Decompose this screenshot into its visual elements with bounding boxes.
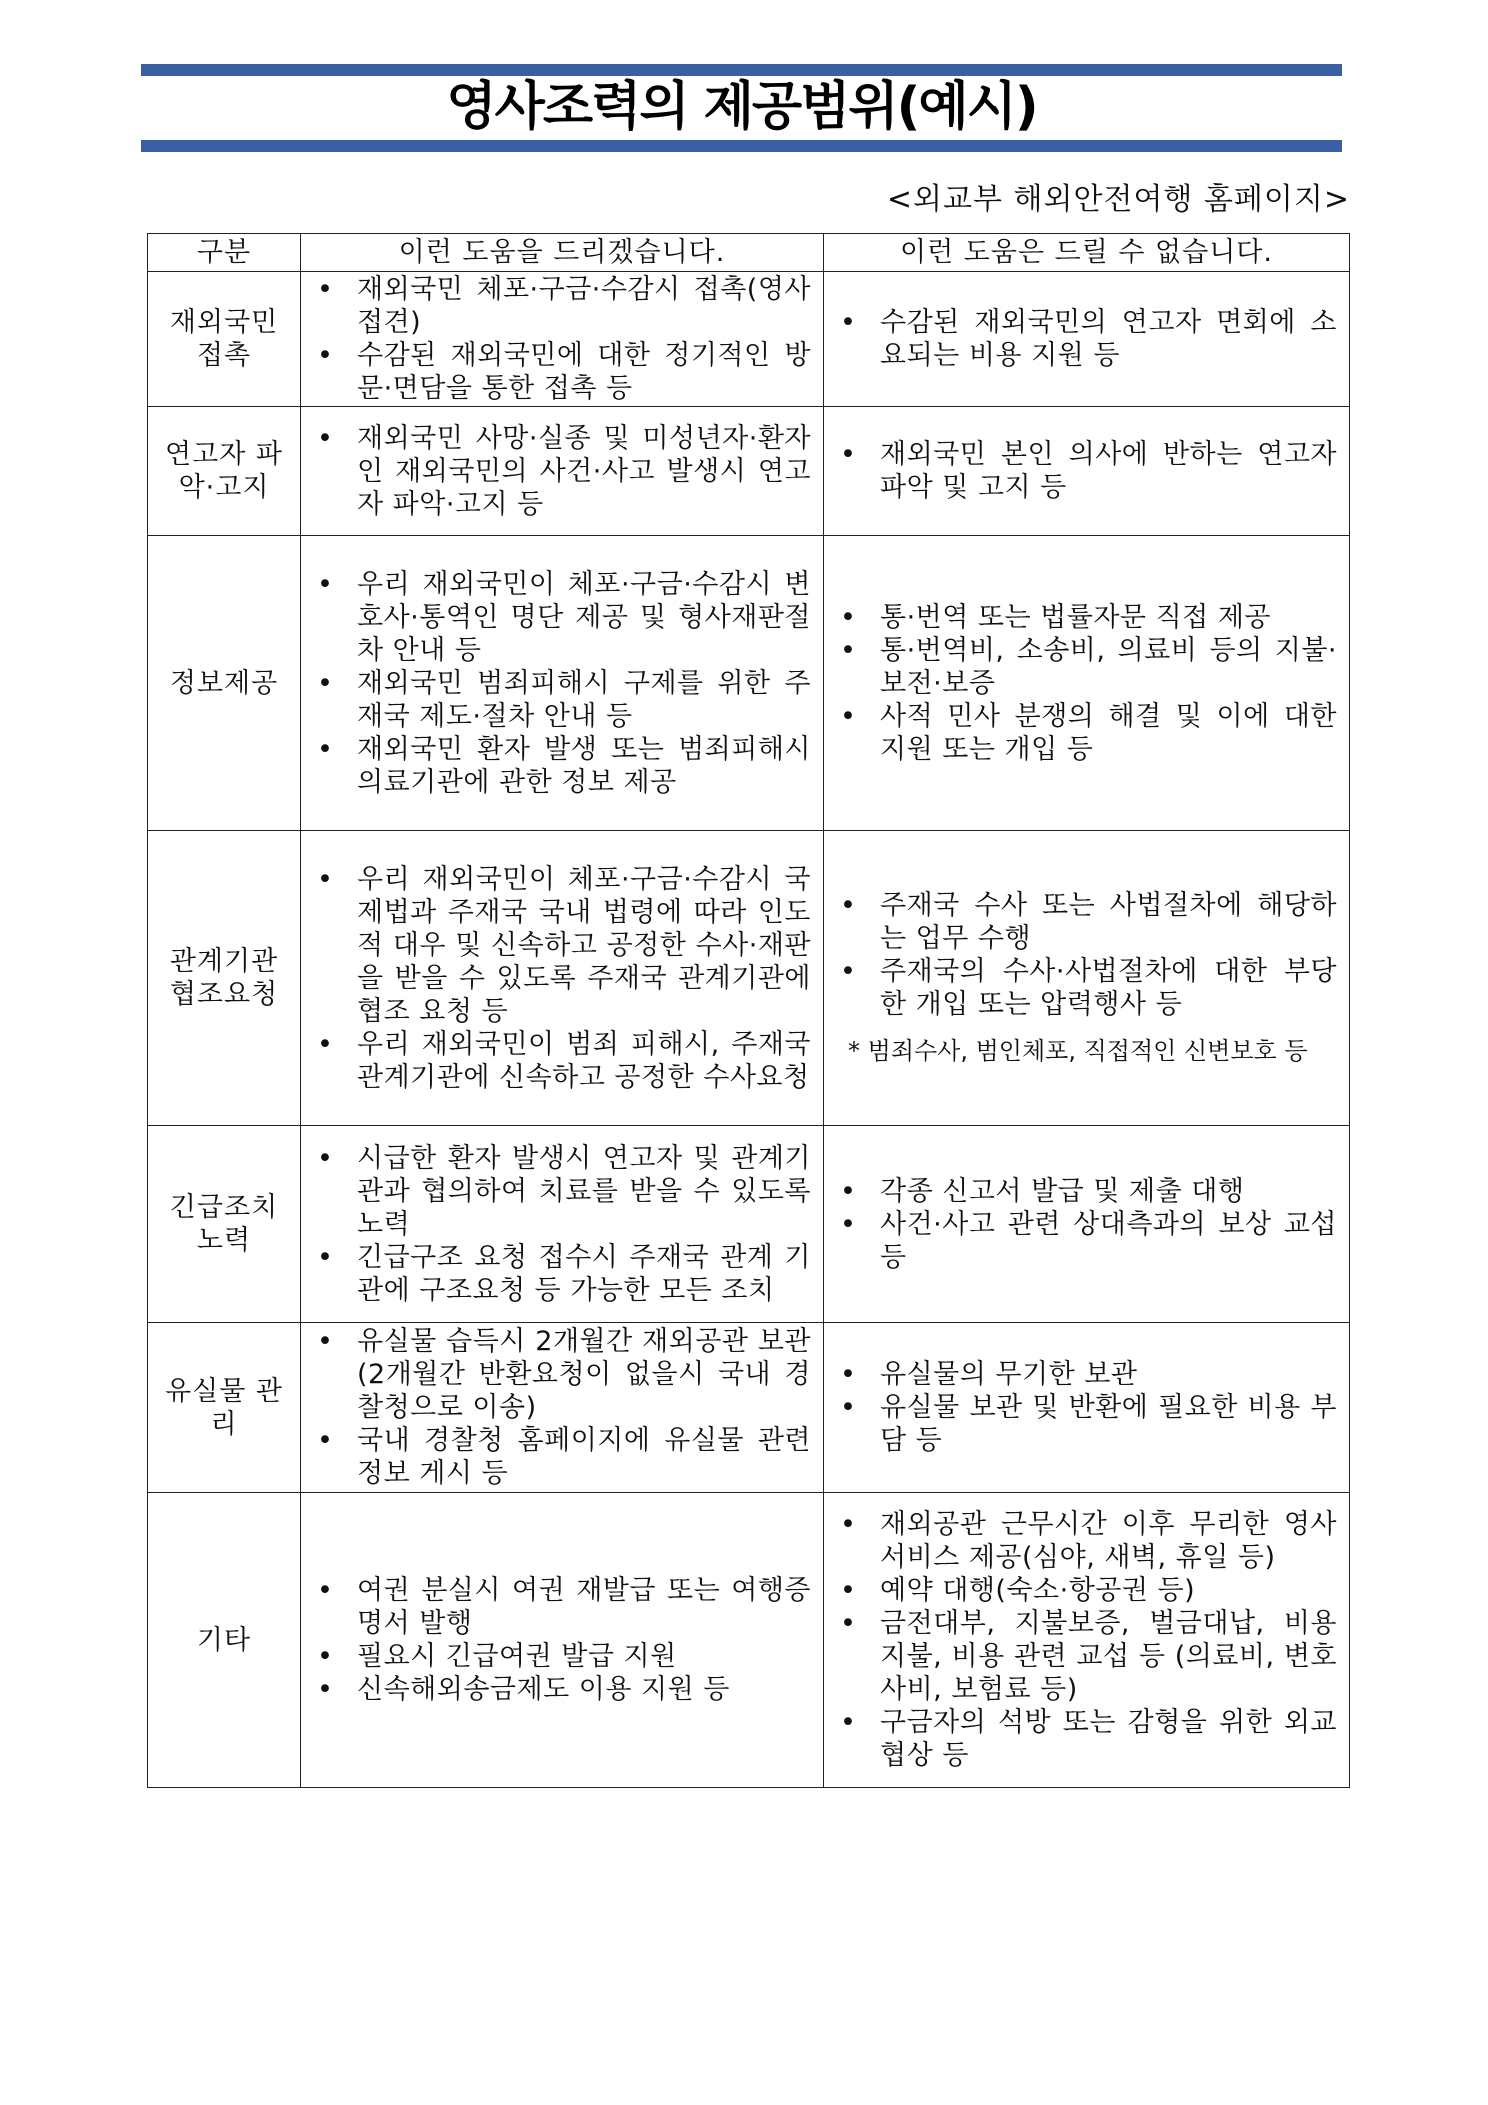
- page-title: 영사조력의 제공범위(예시): [446, 77, 1037, 137]
- can-help-cell: [301, 272, 824, 407]
- list-item: • 재외국민 본인 의사에 반하는 연고자 파악 및 고지 등: [838, 438, 1337, 504]
- list-item: • 유실물의 무기한 보관: [838, 1358, 1337, 1391]
- consular-assistance-table: [147, 233, 1350, 1788]
- list-item: • 예약 대행(숙소·항공권 등): [838, 1574, 1337, 1607]
- table-header-row: [148, 234, 1350, 272]
- row-category: 관계기관 협조요청: [148, 831, 301, 1126]
- source-label: <외교부 해외안전여행 홈페이지>: [886, 182, 1350, 217]
- list-item: • 재외공관 근무시간 이후 무리한 영사서비스 제공(심야, 새벽, 휴일 등): [838, 1508, 1337, 1574]
- row-category: 연고자 파악·고지: [148, 407, 301, 536]
- list-item: • 여권 분실시 여권 재발급 또는 여행증명서 발행: [315, 1574, 811, 1640]
- table-row: [148, 831, 1350, 1126]
- can-help-cell: [301, 1323, 824, 1493]
- list-item: • 사건·사고 관련 상대측과의 보상 교섭 등: [838, 1208, 1337, 1274]
- list-item: • 재외국민 범죄피해시 구제를 위한 주재국 제도·절차 안내 등: [315, 667, 811, 733]
- cannot-help-cell: [824, 1126, 1350, 1323]
- list-item: • 필요시 긴급여권 발급 지원: [315, 1640, 811, 1673]
- cannot-help-cell: [824, 536, 1350, 831]
- can-help-cell: [301, 536, 824, 831]
- list-item: • 재외국민 사망·실종 및 미성년자·환자인 재외국민의 사건·사고 발생시 연고자 파악·고지 등: [315, 422, 811, 521]
- row-category: 정보제공: [148, 536, 301, 831]
- table-row: [148, 1493, 1350, 1788]
- list-item: • 긴급구조 요청 접수시 주재국 관계 기관에 구조요청 등 가능한 모든 조치: [315, 1241, 811, 1307]
- can-help-cell: [301, 407, 824, 536]
- row-category: 재외국민 접촉: [148, 272, 301, 407]
- can-help-cell: [301, 831, 824, 1126]
- list-item: • 유실물 습득시 2개월간 재외공관 보관 (2개월간 반환요청이 없을시 국내 경찰청으로 이송): [315, 1325, 811, 1424]
- header-category: 구분: [148, 234, 301, 272]
- row-category: 유실물 관리: [148, 1323, 301, 1493]
- table-row: [148, 272, 1350, 407]
- list-item: • 주재국의 수사·사법절차에 대한 부당한 개입 또는 압력행사 등: [838, 955, 1337, 1021]
- cannot-help-cell: [824, 272, 1350, 407]
- list-item: • 수감된 재외국민의 연고자 면회에 소요되는 비용 지원 등: [838, 306, 1337, 372]
- list-item: • 금전대부, 지불보증, 벌금대납, 비용 지불, 비용 관련 교섭 등 (의료비, 변호사비, 보험료 등): [838, 1607, 1337, 1706]
- row-category: 기타: [148, 1493, 301, 1788]
- cannot-help-cell: [824, 1493, 1350, 1788]
- can-help-cell: [301, 1493, 824, 1788]
- can-help-cell: [301, 1126, 824, 1323]
- footnote: * 범죄수사, 범인체포, 직접적인 신변보호 등: [848, 1036, 1308, 1065]
- list-item: • 신속해외송금제도 이용 지원 등: [315, 1673, 811, 1706]
- list-item: • 각종 신고서 발급 및 제출 대행: [838, 1175, 1337, 1208]
- table-row: [148, 407, 1350, 536]
- title-bottom-bar: [141, 140, 1342, 152]
- list-item: • 통·번역 또는 법률자문 직접 제공: [838, 601, 1337, 634]
- list-item: • 우리 재외국민이 범죄 피해시, 주재국 관계기관에 신속하고 공정한 수사요청: [315, 1028, 811, 1094]
- table-row: [148, 1323, 1350, 1493]
- cannot-help-cell: [824, 831, 1350, 1126]
- list-item: • 유실물 보관 및 반환에 필요한 비용 부담 등: [838, 1391, 1337, 1457]
- list-item: • 통·번역비, 소송비, 의료비 등의 지불·보전·보증: [838, 634, 1337, 700]
- list-item: • 재외국민 체포·구금·수감시 접촉(영사접견): [315, 273, 811, 339]
- header-can-help: 이런 도움을 드리겠습니다.: [301, 234, 824, 272]
- list-item: • 사적 민사 분쟁의 해결 및 이에 대한 지원 또는 개입 등: [838, 700, 1337, 766]
- cannot-help-cell: [824, 407, 1350, 536]
- cannot-help-cell: [824, 1323, 1350, 1493]
- header-cannot-help: 이런 도움은 드릴 수 없습니다.: [824, 234, 1350, 272]
- list-item: • 국내 경찰청 홈페이지에 유실물 관련 정보 게시 등: [315, 1424, 811, 1490]
- list-item: • 우리 재외국민이 체포·구금·수감시 변호사·통역인 명단 제공 및 형사재판절차 안내 등: [315, 568, 811, 667]
- list-item: • 수감된 재외국민에 대한 정기적인 방문·면담을 통한 접촉 등: [315, 339, 811, 405]
- list-item: • 구금자의 석방 또는 감형을 위한 외교 협상 등: [838, 1706, 1337, 1772]
- table-row: [148, 536, 1350, 831]
- row-category: 긴급조치 노력: [148, 1126, 301, 1323]
- list-item: • 시급한 환자 발생시 연고자 및 관계기관과 협의하여 치료를 받을 수 있도록 노력: [315, 1142, 811, 1241]
- list-item: • 재외국민 환자 발생 또는 범죄피해시 의료기관에 관한 정보 제공: [315, 733, 811, 799]
- table-row: [148, 1126, 1350, 1323]
- list-item: • 우리 재외국민이 체포·구금·수감시 국제법과 주재국 국내 법령에 따라 인도적 대우 및 신속하고 공정한 수사·재판을 받을 수 있도록 주재국 관계기관에 협조 요청 등: [315, 863, 811, 1028]
- list-item: • 주재국 수사 또는 사법절차에 해당하는 업무 수행: [838, 889, 1337, 955]
